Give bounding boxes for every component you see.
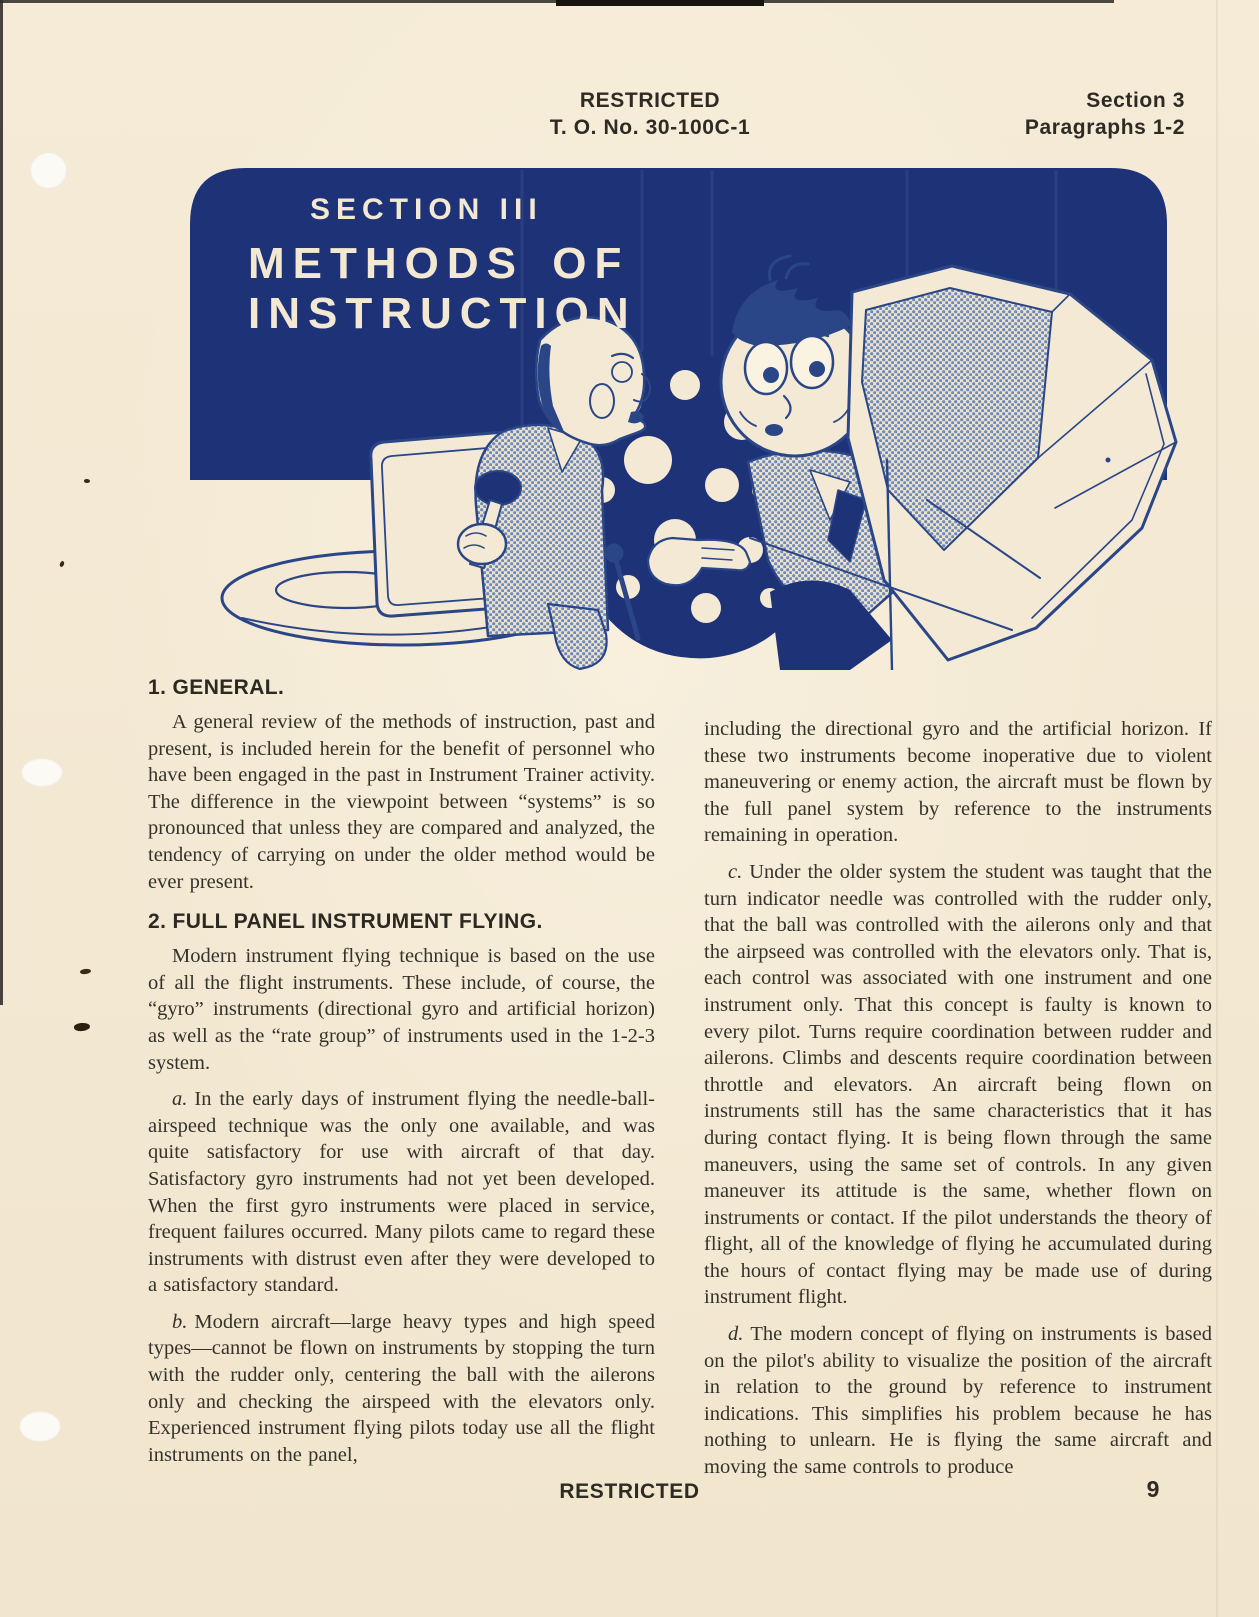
- section-title-line2: INSTRUCTION: [248, 289, 637, 338]
- paragraph: [148, 1309, 655, 1469]
- student-mouth: [765, 424, 783, 436]
- paragraph-text: Under the older system the student was taught that the turn indicator needle was controlled with the rudder only, that the ball was controlled with the ailerons only and that the airpseed was controlled with the elevators only. That is, each control was associated with one instrument and one instrument only. That this concept is faulty is known to every pilot. Turns require coordination between rudder and ailerons. Climbs and descents require coordination between throttle and elevators. An aircraft being flown on instruments still has the same characteristics that it has during contact flying. It is being flown through the same maneuvers, using the same set of controls. In any given maneuver its attitude is the same, whether flown on instruments or contact. If the pilot understands the theory of flight, all of the knowledge of flying he accumulated during the hours of contact flying may be made use of during instrument flight.: [704, 860, 1212, 1309]
- paragraph-letter: b.: [172, 1310, 188, 1333]
- paragraph: [148, 1086, 655, 1299]
- paragraph: [148, 709, 655, 895]
- ink-speck: [84, 479, 90, 483]
- paragraph-text: Modern aircraft—large heavy types and high speed types—cannot be flown on instruments by stopping the turn with the rudder only, centering the ball with the ailerons only and checking the airspeed with the elevators only. Experienced instrument flying pilots today use all the flight instruments on the panel,: [148, 1310, 655, 1466]
- heading-full-panel: 2. FULL PANEL INSTRUMENT FLYING.: [148, 910, 543, 934]
- section-kicker: SECTION III: [310, 193, 543, 226]
- scan-streak: [1216, 0, 1218, 1617]
- paragraph-letter: d.: [728, 1323, 744, 1346]
- punch-hole: [30, 152, 67, 189]
- header-paragraphs: Paragraphs 1-2: [1024, 116, 1185, 139]
- paragraph-text: The modern concept of flying on instruments is based on the pilot's ability to visualize the position of the aircraft in relation to the ground by reference to instrument indications. This simplifies his problem because he has nothing to unlearn. He is flying the same aircraft and moving the same controls to produce: [704, 1323, 1212, 1479]
- instructor-tie: [548, 604, 607, 669]
- ink-speck: [80, 968, 92, 974]
- page-header-right: [1025, 87, 1185, 141]
- punch-hole: [19, 1411, 61, 1442]
- paragraph: [704, 716, 1212, 849]
- heading-general: 1. GENERAL.: [148, 676, 285, 699]
- scan-edge-left: [0, 0, 3, 1005]
- paragraph-letter: c.: [728, 860, 743, 883]
- instructor-ear: [590, 384, 614, 418]
- header-security-marking: RESTRICTED: [579, 89, 721, 112]
- banner-title-block: [248, 193, 637, 339]
- text-column-left: [148, 676, 655, 1478]
- paragraph: [148, 943, 655, 1076]
- ink-speck: [74, 1022, 91, 1032]
- header-section: Section 3: [1086, 89, 1185, 112]
- paragraph-text: A general review of the methods of instruction, past and present, is included herein for the benefit of personnel who have been engaged in the past in Instrument Trainer activity. The difference in the viewpoint between “systems” is so pronounced that unless they are compared and analyzed, the tendency of carrying on under the older method would be ever present.: [148, 711, 655, 893]
- header-to-number: T. O. No. 30-100C-1: [549, 116, 751, 139]
- student-eye: [745, 342, 787, 394]
- paragraph-text: Modern instrument flying technique is based on the use of all the flight instruments. These include, of course, the “gyro” instruments (directional gyro and artificial horizon) as well as the “rate group” of instruments used in the 1-2-3 system.: [148, 945, 655, 1074]
- page-header-center: [470, 87, 830, 141]
- scan-edge-blob: [556, 0, 764, 6]
- page-number: 9: [1146, 1476, 1160, 1502]
- punch-hole: [21, 758, 63, 787]
- ink-speck: [59, 560, 65, 567]
- paragraph: [704, 859, 1212, 1311]
- paragraph-text: including the directional gyro and the artificial horizon. If these two instruments become inoperative due to violent maneuvering or enemy action, the aircraft must be flown by the full panel system by reference to the instruments remaining in operation.: [704, 718, 1212, 847]
- paragraph-text: In the early days of instrument flying the needle-ball-airspeed technique was the only one available, and was quite satisfactory for use with aircraft of that day. Satisfactory gyro instruments had not yet been developed. When the first gyro instruments were placed in service, frequent failures occurred. Many pilots came to regard these instruments with distrust even after they were developed to a satisfactory standard.: [148, 1088, 655, 1297]
- student-eye: [791, 336, 833, 388]
- paragraph-letter: a.: [172, 1088, 188, 1111]
- instructor-hand: [458, 524, 506, 564]
- footer-security-marking: RESTRICTED: [559, 1480, 700, 1503]
- paragraph: [704, 1321, 1212, 1481]
- text-column-right: [704, 716, 1212, 1491]
- section-title-line1: METHODS OF: [248, 239, 630, 288]
